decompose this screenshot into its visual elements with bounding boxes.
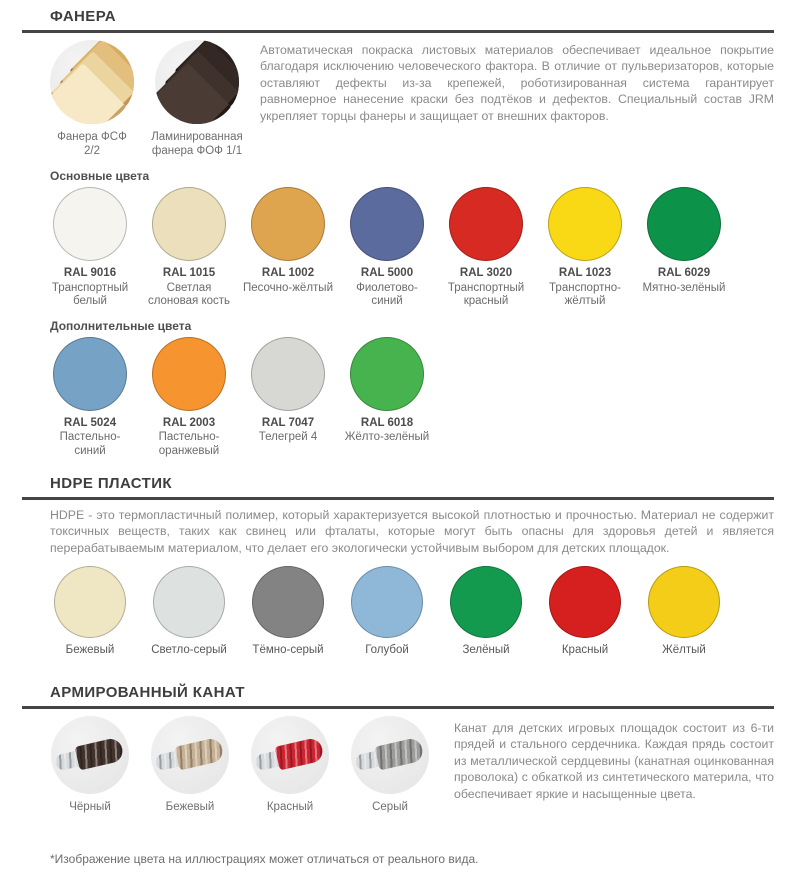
rope-swatch bbox=[150, 716, 230, 814]
section-rope bbox=[22, 684, 774, 814]
extra-colors-row bbox=[50, 337, 774, 459]
plywood-fof-label: Ламинированная фанера ФОФ 1/1 bbox=[151, 131, 243, 158]
color-swatch bbox=[242, 187, 333, 309]
rope-section-title: АРМИРОВАННЫЙ КАНАТ bbox=[50, 683, 245, 701]
color-name: Жёлтый bbox=[662, 644, 706, 656]
color-circle bbox=[54, 566, 126, 638]
color-name: Фиолетово-синий bbox=[356, 281, 418, 308]
color-name: Зелёный bbox=[462, 644, 510, 656]
color-name: Пастельно-синий bbox=[59, 431, 121, 458]
plywood-fsf-image bbox=[50, 40, 134, 124]
color-swatch bbox=[50, 337, 130, 459]
main-colors-heading: Основные цвета bbox=[50, 168, 150, 183]
plywood-thumbnail-fsf bbox=[50, 40, 134, 159]
color-swatch bbox=[149, 337, 229, 459]
section-divider bbox=[22, 30, 774, 33]
plywood-description: Автоматическая покраска листовых материалов обеспечивает идеальное покрытие благодаря исключению человеческого фактора. В отличие от пульверизаторов, которые оставляют дефекты из-за крепежей, роботизированная система гарантирует равномерное нанесение краски без подтёков и дефектов. Специальный состав JRM укрепляет торцы фанеры и защищает от внешних факторов. bbox=[260, 43, 774, 123]
color-circle bbox=[647, 187, 721, 261]
rope-thumbnails bbox=[50, 716, 430, 814]
rope-color-name: Серый bbox=[372, 800, 408, 813]
rope-color-name: Бежевый bbox=[165, 800, 215, 813]
color-circle bbox=[153, 566, 225, 638]
color-swatch bbox=[347, 566, 427, 658]
rope-swatch bbox=[250, 716, 330, 814]
color-name: Красный bbox=[561, 644, 609, 656]
color-name: Песочно-жёлтый bbox=[242, 281, 333, 294]
color-swatch bbox=[248, 337, 328, 459]
color-name: Транспортно-жёлтый bbox=[549, 281, 621, 308]
color-name: Жёлто-зелёный bbox=[344, 431, 430, 444]
ral-code: RAL 1015 bbox=[162, 266, 216, 279]
ral-code: RAL 3020 bbox=[459, 266, 513, 279]
color-circle bbox=[549, 566, 621, 638]
plywood-thumbnail-fof bbox=[148, 40, 246, 159]
catalog-page bbox=[22, 0, 774, 866]
color-name: Бежевый bbox=[65, 644, 115, 656]
ral-code: RAL 6029 bbox=[657, 266, 711, 279]
color-circle bbox=[648, 566, 720, 638]
plywood-thumbnails bbox=[50, 40, 246, 159]
color-circle bbox=[548, 187, 622, 261]
plywood-intro-row bbox=[22, 40, 774, 159]
ral-code: RAL 5000 bbox=[360, 266, 414, 279]
main-colors-row bbox=[50, 187, 774, 309]
plywood-fof-image bbox=[155, 40, 239, 124]
color-name: Тёмно-серый bbox=[252, 644, 324, 656]
rope-body bbox=[375, 736, 425, 770]
color-name: Светло-серый bbox=[151, 644, 227, 656]
rope-body bbox=[175, 736, 225, 770]
color-name: Транспортный белый bbox=[51, 281, 129, 308]
color-name: Пастельно-оранжевый bbox=[158, 431, 220, 458]
rope-body bbox=[75, 736, 125, 770]
ral-code: RAL 1002 bbox=[261, 266, 315, 279]
extra-colors-heading: Дополнительные цвета bbox=[50, 318, 192, 333]
color-circle bbox=[251, 337, 325, 411]
color-circle bbox=[251, 187, 325, 261]
color-swatch bbox=[347, 187, 427, 309]
plywood-section-title: ФАНЕРА bbox=[50, 8, 117, 25]
rope-body bbox=[275, 736, 325, 770]
color-swatch bbox=[545, 187, 625, 309]
ral-code: RAL 1023 bbox=[558, 266, 612, 279]
color-name: Транспортный красный bbox=[447, 281, 525, 308]
rope-image bbox=[51, 716, 129, 794]
color-swatch bbox=[149, 566, 229, 658]
color-circle bbox=[351, 566, 423, 638]
color-disclaimer: *Изображение цвета на иллюстрациях может отличаться от реального вида. bbox=[50, 852, 479, 867]
color-circle bbox=[53, 187, 127, 261]
section-hdpe bbox=[22, 475, 774, 658]
color-swatch bbox=[446, 566, 526, 658]
rope-row bbox=[22, 716, 774, 814]
color-swatch bbox=[644, 187, 724, 309]
color-swatch bbox=[446, 187, 526, 309]
rope-image bbox=[251, 716, 329, 794]
color-swatch bbox=[644, 566, 724, 658]
color-circle bbox=[152, 337, 226, 411]
ral-code: RAL 5024 bbox=[63, 416, 117, 429]
color-swatch bbox=[545, 566, 625, 658]
hdpe-description: HDPE - это термопластичный полимер, который характеризуется высокой плотностью и прочностью. Материал не содержит токсичных веществ, таких как свинец или фталаты, которые могут быть опасны для здоровья детей и является перерабатываемым материалом, что делает его экологически устойчивым выбором для детских площадок. bbox=[50, 507, 774, 555]
color-circle bbox=[350, 337, 424, 411]
color-name: Мятно-зелёный bbox=[642, 281, 726, 294]
color-circle bbox=[152, 187, 226, 261]
rope-color-name: Чёрный bbox=[69, 800, 111, 813]
hdpe-colors-row bbox=[50, 566, 774, 658]
section-divider bbox=[22, 497, 774, 500]
section-plywood bbox=[22, 8, 774, 459]
color-name: Голубой bbox=[365, 644, 409, 656]
color-swatch bbox=[149, 187, 229, 309]
color-circle bbox=[350, 187, 424, 261]
color-swatch bbox=[248, 566, 328, 658]
ral-code: RAL 7047 bbox=[261, 416, 315, 429]
plywood-fsf-label: Фанера ФСФ 2/2 bbox=[57, 131, 127, 158]
color-circle bbox=[252, 566, 324, 638]
color-circle bbox=[449, 187, 523, 261]
color-name: Телегрей 4 bbox=[258, 431, 318, 444]
rope-description: Канат для детских игровых площадок состоит из 6-ти прядей и стального сердечника. Каждая прядь состоит из металлической сердцевины (канатная оцинкованная проволока) с обкаткой из синтетического материла, что обеспечивает яркие и насыщенные цвета. bbox=[454, 720, 774, 801]
rope-swatch bbox=[350, 716, 430, 814]
rope-color-name: Красный bbox=[266, 800, 314, 813]
ral-code: RAL 2003 bbox=[162, 416, 216, 429]
color-circle bbox=[53, 337, 127, 411]
color-name: Светлая слоновая кость bbox=[147, 281, 231, 308]
color-circle bbox=[450, 566, 522, 638]
color-swatch bbox=[344, 337, 430, 459]
section-divider bbox=[22, 706, 774, 709]
rope-image bbox=[151, 716, 229, 794]
color-swatch bbox=[50, 187, 130, 309]
ral-code: RAL 6018 bbox=[360, 416, 414, 429]
hdpe-section-title: HDPE ПЛАСТИК bbox=[50, 474, 172, 492]
rope-image bbox=[351, 716, 429, 794]
ral-code: RAL 9016 bbox=[63, 266, 117, 279]
rope-swatch bbox=[50, 716, 130, 814]
color-swatch bbox=[50, 566, 130, 658]
